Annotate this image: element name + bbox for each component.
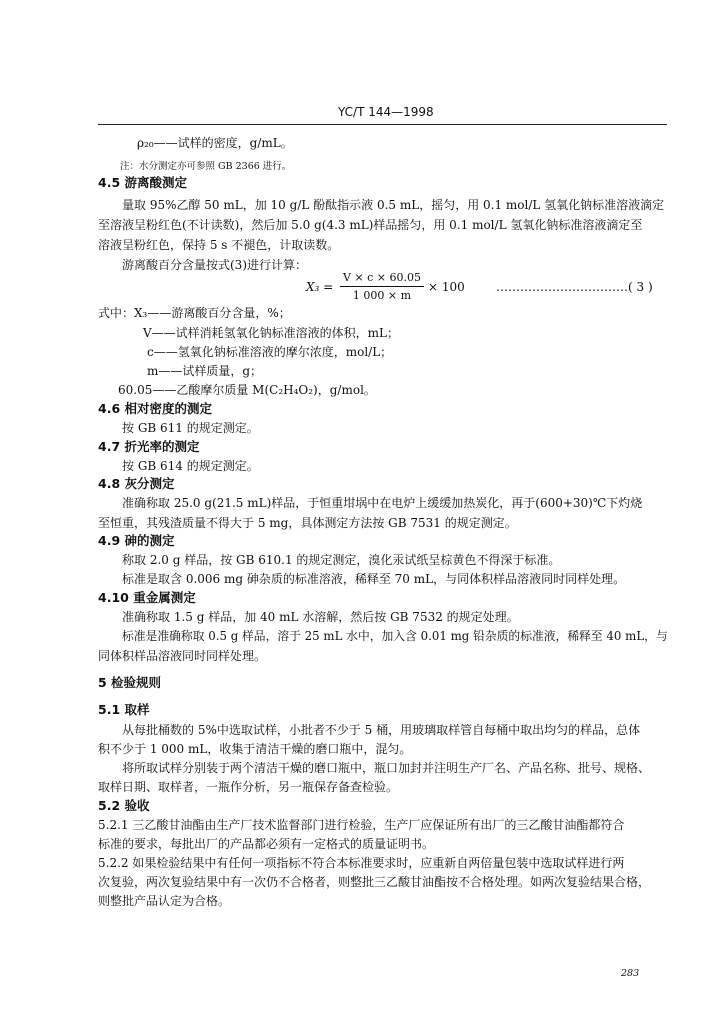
text-line: 积不少于 1 000 mL，收集于清洁干燥的磨口瓶中，混匀。 — [98, 742, 412, 756]
text-line: V——试样消耗氢氧化钠标准溶液的体积，mL； — [143, 326, 400, 340]
formula-fraction — [340, 271, 424, 302]
text-line: 标准的要求，每批出厂的产品都必须有一定格式的质量证明书。 — [98, 837, 435, 851]
text-line: 标准是准确称取 0.5 g 样品，溶于 25 mL 水中，加入含 0.01 mg 铅杂质的标准液，稀释至 40 mL，与 — [122, 629, 668, 643]
text-line: 式中：X₃——游离酸百分含量，%； — [98, 306, 291, 320]
text-line: 将所取试样分别装于两个清洁干燥的磨口瓶中，瓶口加封并注明生产厂名、产品名称、批号、规格、 — [122, 761, 651, 775]
text-line: 同体积样品溶液同时同样处理。 — [98, 649, 267, 663]
text-line: 取样日期、取样者，一瓶作分析，另一瓶保存备查检验。 — [98, 780, 399, 794]
formula-denominator: 1 000 × m — [352, 289, 412, 302]
text-line: 准确称取 1.5 g 样品，加 40 mL 水溶解，然后按 GB 7532 的规定处理。 — [122, 610, 519, 624]
formula-tail: × 100 — [428, 280, 465, 294]
text-line: 则整批产品认定为合格。 — [98, 894, 231, 908]
text-line: 标准是取含 0.006 mg 砷杂质的标准溶液，稀释至 70 mL，与同体积样品溶液同时同样处理。 — [122, 572, 626, 586]
text-line: 量取 95%乙醇 50 mL，加 10 g/L 酚酞指示液 0.5 mL，摇匀，用 0.1 mol/L 氢氧化钠标准溶液滴定 — [122, 198, 665, 212]
section-heading: 4.8 灰分测定 — [98, 476, 175, 491]
header-code: YC/T 144—1998 — [338, 105, 434, 119]
formula-lhs: X₃ = — [306, 280, 334, 294]
section-heading: 4.10 重金属测定 — [98, 590, 196, 605]
text-line: 按 GB 611 的规定测定。 — [122, 421, 259, 435]
chapter-heading: 5 检验规则 — [98, 675, 162, 690]
text-line: 按 GB 614 的规定测定。 — [122, 459, 259, 473]
text-line: 至恒重，其残渣质量不得大于 5 mg，具体测定方法按 GB 7531 的规定测定。 — [98, 516, 517, 530]
section-heading: 5.1 取样 — [98, 702, 150, 717]
section-heading: 4.6 相对密度的测定 — [98, 401, 212, 416]
text-line: 次复验，两次复验结果中有一次仍不合格者，则整批三乙酸甘油酯按不合格处理。如两次复验结果合格， — [98, 875, 651, 889]
fraction-bar — [340, 286, 424, 287]
section-heading: 4.9 砷的测定 — [98, 533, 175, 548]
section-heading: 4.7 折光率的测定 — [98, 439, 200, 454]
text-line: 从每批桶数的 5%中选取试样，小批者不少于 5 桶，用玻璃取样管自每桶中取出均匀的样品，总体 — [122, 723, 641, 737]
text-line: 溶液呈粉红色，保持 5 s 不褪色，计取读数。 — [98, 238, 340, 252]
text-line: 准确称取 25.0 g(21.5 mL)样品，于恒重坩埚中在电炉上缓缓加热炭化，再于(600+30)℃下灼烧 — [122, 496, 643, 510]
text-line: m——试样质量，g； — [147, 364, 263, 378]
text-line: c——氢氧化钠标准溶液的摩尔浓度，mol/L； — [147, 345, 393, 359]
page-number: 283 — [621, 968, 640, 979]
text-line: 5.2.1 三乙酸甘油酯由生产厂技术监督部门进行检验，生产厂应保证所有出厂的三乙酸甘油酯都符合 — [98, 818, 625, 832]
formula-numerator: V × c × 60.05 — [342, 271, 421, 284]
text-line: ρ₂₀——试样的密度，g/mL。 — [137, 136, 293, 150]
text-line: 称取 2.0 g 样品，按 GB 610.1 的规定测定，溴化汞试纸呈棕黄色不得深于标准。 — [122, 553, 561, 567]
text-line: 至溶液呈粉红色(不计读数)，然后加 5.0 g(4.3 mL)样品摇匀，用 0.1 mol/L 氢氧化钠标准溶液滴定至 — [98, 218, 643, 232]
note-line: 注：水分测定亦可参照 GB 2366 进行。 — [120, 161, 292, 172]
section-heading: 4.5 游离酸测定 — [98, 175, 187, 190]
text-line: 60.05——乙酸摩尔质量 M(C₂H₄O₂)，g/mol。 — [118, 383, 376, 397]
header-rule — [98, 124, 667, 125]
formula-number: ……………………………( 3 ) — [496, 280, 653, 294]
text-line: 游离酸百分含量按式(3)进行计算： — [122, 258, 307, 272]
section-heading: 5.2 验收 — [98, 798, 150, 813]
text-line: 5.2.2 如果检验结果中有任何一项指标不符合本标准要求时，应重新自两倍量包装中选取试样进行两 — [98, 856, 625, 870]
